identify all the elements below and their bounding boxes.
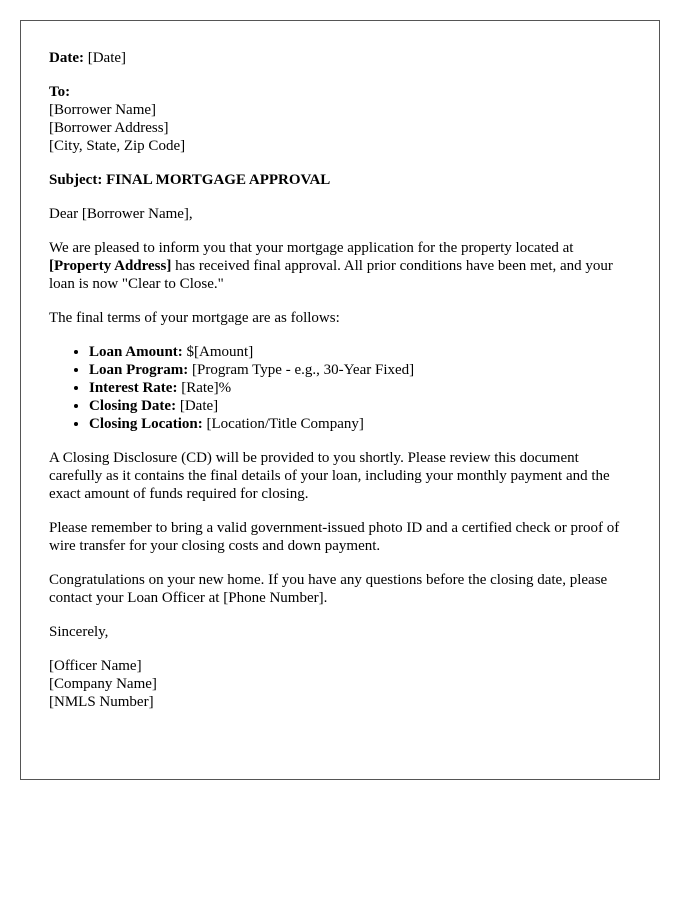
to-label: To: [49, 84, 71, 100]
congratulations-paragraph: Congratulations on your new home. If you have any questions before the closing date, please contact your Loan Officer at [Phone Number]. [49, 572, 608, 606]
letter-page [20, 20, 660, 780]
recipient-block [49, 83, 631, 155]
list-item [89, 361, 631, 379]
term-value: $[Amount] [182, 344, 254, 360]
nmls-number: [NMLS Number] [49, 694, 154, 710]
term-value: [Program Type - e.g., 30-Year Fixed] [188, 362, 415, 378]
list-item [89, 343, 631, 361]
terms-list [49, 343, 631, 433]
term-label: Closing Location: [89, 416, 203, 432]
term-value: [Date] [176, 398, 219, 414]
term-label: Closing Date: [89, 398, 177, 414]
recipient-address: [Borrower Address] [49, 120, 169, 136]
subject-label: Subject: [49, 172, 103, 188]
company-name: [Company Name] [49, 676, 157, 692]
term-value: [Rate]% [177, 380, 232, 396]
date-line [49, 49, 631, 67]
property-address: [Property Address] [49, 258, 172, 274]
subject-value: FINAL MORTGAGE APPROVAL [106, 172, 331, 188]
intro-paragraph [49, 239, 631, 293]
date-value: [Date] [87, 50, 127, 66]
term-value: [Location/Title Company] [202, 416, 364, 432]
intro-text-after: has received final approval. All prior conditions have been met, and your loan is now "Clear to Close." [49, 258, 613, 292]
term-label: Loan Amount: [89, 344, 183, 360]
list-item [89, 415, 631, 433]
date-label: Date: [49, 50, 84, 66]
list-item [89, 379, 631, 397]
closing-requirements-paragraph: Please remember to bring a valid government-issued photo ID and a certified check or proof of wire transfer for your closing costs and down payment. [49, 520, 620, 554]
intro-text-before: We are pleased to inform you that your mortgage application for the property located at [49, 240, 574, 256]
recipient-name: [Borrower Name] [49, 102, 157, 118]
officer-name: [Officer Name] [49, 658, 142, 674]
salutation: Dear [Borrower Name], [49, 206, 193, 222]
term-label: Loan Program: [89, 362, 189, 378]
closing-phrase: Sincerely, [49, 624, 109, 640]
subject-line [49, 171, 631, 189]
terms-intro: The final terms of your mortgage are as follows: [49, 310, 340, 326]
term-label: Interest Rate: [89, 380, 178, 396]
list-item [89, 397, 631, 415]
recipient-city-state-zip: [City, State, Zip Code] [49, 138, 186, 154]
signature-block [49, 657, 631, 711]
closing-disclosure-paragraph: A Closing Disclosure (CD) will be provided to you shortly. Please review this document carefully as it contains the final details of your loan, including your monthly payment and the exact amount of funds required for closing. [49, 450, 610, 502]
